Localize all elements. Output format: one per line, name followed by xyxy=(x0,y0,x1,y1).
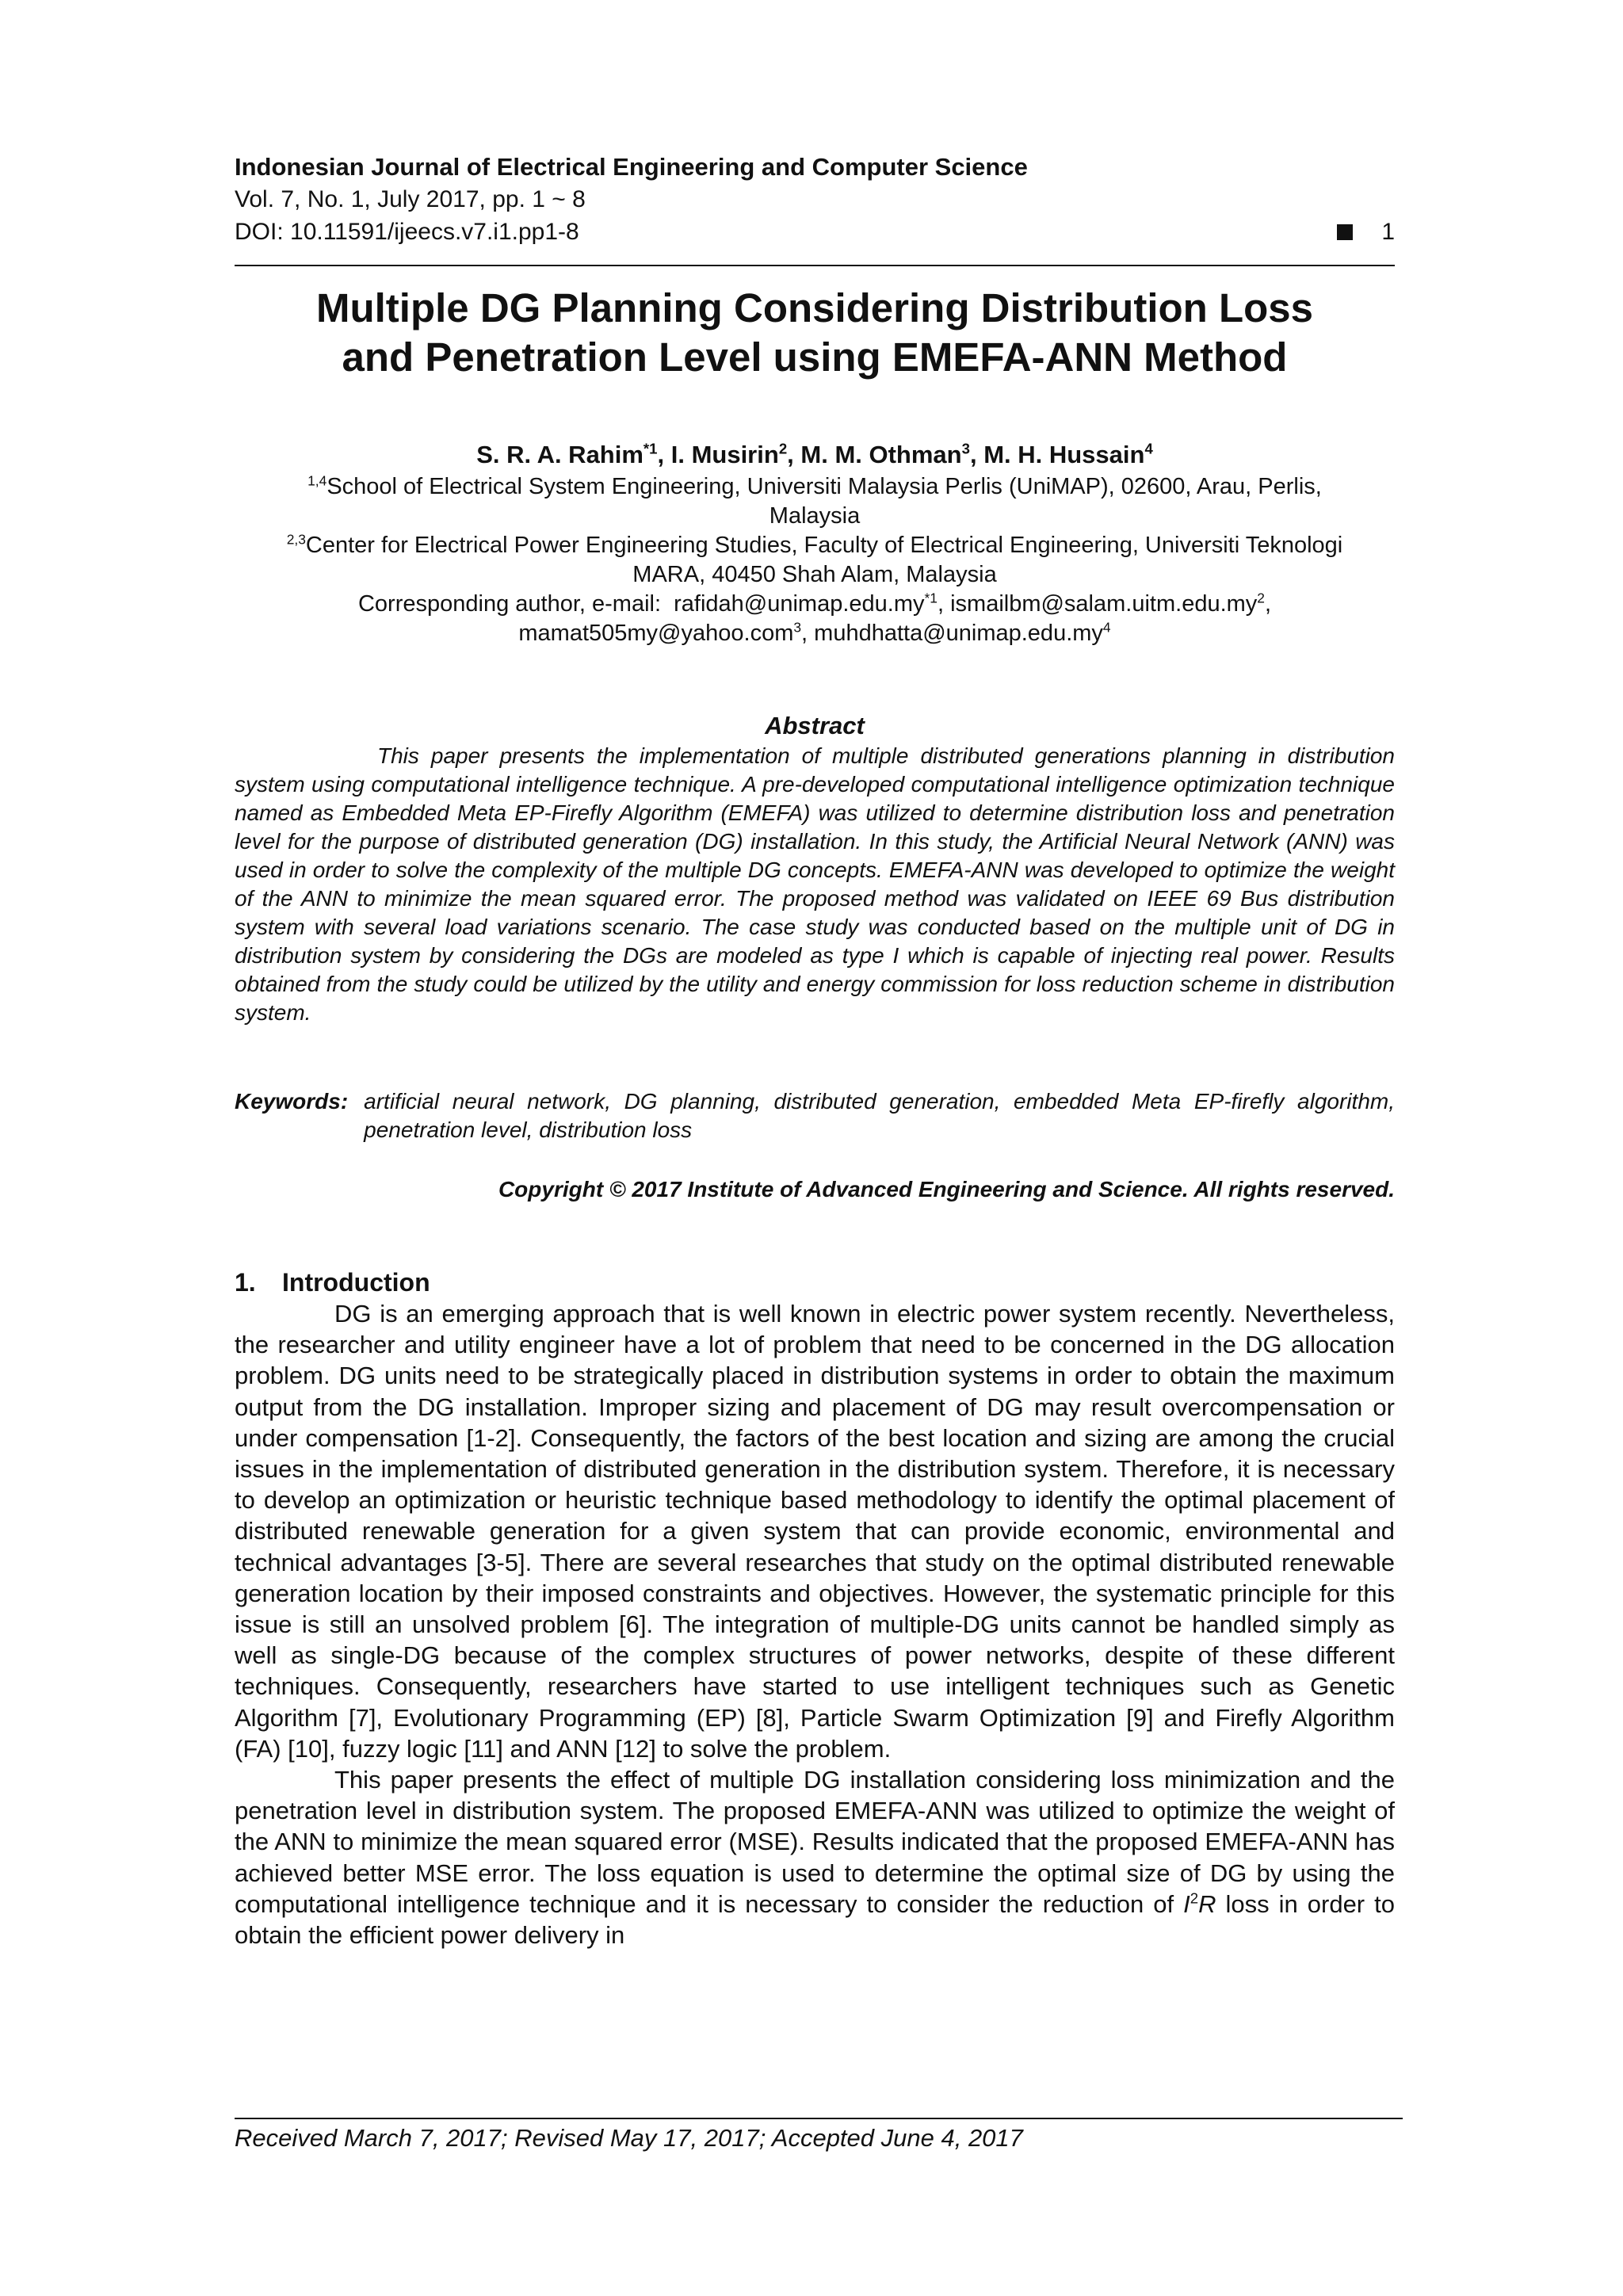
received-dates: Received March 7, 2017; Revised May 17, 2017; Accepted June 4, 2017 xyxy=(235,2124,1023,2152)
email-link[interactable]: rafidah@unimap.edu.my xyxy=(674,591,925,617)
affiliation-2 xyxy=(235,531,1395,590)
email-link[interactable]: muhdhatta@unimap.edu.my xyxy=(814,621,1103,646)
paragraph-text: This paper presents the effect of multiple DG installation considering loss minimization and the penetration level in distribution system. The proposed EMEFA-ANN was utilized to optimize the weight of the ANN to minimize the mean squared error (MSE). Results indicated that the proposed EMEFA-ANN has achieved better MSE error. The loss equation is used to determine the optimal size of DG by using the computational intelligence technique and it is necessary to consider the reduction of xyxy=(235,1766,1395,1918)
keywords xyxy=(235,1087,1395,1144)
section-title: Introduction xyxy=(282,1268,430,1297)
author-name: S. R. A. Rahim xyxy=(476,441,643,468)
email-link[interactable]: mamat505my@yahoo.com xyxy=(518,621,794,646)
footer-rule xyxy=(235,2118,1403,2119)
paragraph-text: loss in order to obtain the efficient power delivery in xyxy=(235,1889,1395,1950)
math-symbol: R xyxy=(1198,1889,1216,1918)
corresponding-author: Corresponding author, e-mail: $rafidah@unimap.edu.my^{*1}$, $ismailbm@salam.uitm.edu.my^2$, mamat505my@yahoo.com$^3$, $muhdhatta@unimap.edu.my^4$ xyxy=(357,590,1272,646)
volume-info: Vol. 7, No. 1, July 2017, pp. 1 ~ 8 xyxy=(235,186,586,212)
paragraph: DG is an emerging approach that is well known in electric power system recently. Nevertheless, the researcher and utility engineer have a lot of problem that need to be concerned in the DG allocation problem. DG units need to be strategically placed in distribution systems in order to obtain the maximum output from the DG installation. Improper sizing and placement of DG may result overcompensation or under compensation [1-2]. Consequently, the factors of the best location and sizing are among the crucial issues in the implementation of distributed generation in the distribution system. Therefore, it is necessary to develop an optimization or heuristic technique based methodology to identify the optimal placement of distributed renewable generation for a given system that can provide economic, environmental and technical advantages [3-5]. There are several researches that study on the optimal distributed renewable generation location by their imposed constraints and objectives. However, the systematic principle for this issue is still an unsolved problem [6]. The integration of multiple-DG units cannot be handled simply as well as single-DG because of the complex structures of power networks, despite of these different techniques. Consequently, researchers have started to use intelligent techniques such as Genetic Algorithm [7], Evolutionary Programming (EP) [8], Particle Swarm Optimization [9] and Firefly Algorithm (FA) [10], fuzzy logic [11] and ANN [12] to solve the problem. xyxy=(235,1300,1395,1763)
math-symbol: I xyxy=(1183,1889,1190,1918)
author-list: S. R. A. Rahim$^{*1}$, I. Musirin$^2$, M. M. Othman$^3$, M. H. Hussain$^4$ xyxy=(476,440,1153,468)
author-mark: 2 xyxy=(778,440,788,457)
abstract-heading: Abstract xyxy=(765,712,865,739)
copyright-notice: Copyright © 2017 Institute of Advanced Engineering and Science. All rights reserved. xyxy=(498,1177,1395,1201)
affiliation-line: Malaysia xyxy=(769,503,861,529)
author-name: M. M. Othman xyxy=(800,441,962,468)
journal-name: Indonesian Journal of Electrical Engineering and Computer Science xyxy=(235,153,1028,181)
author-name: M. H. Hussain xyxy=(983,441,1145,468)
email-link[interactable]: ismailbm@salam.uitm.edu.my xyxy=(950,591,1258,617)
paper-title xyxy=(235,284,1395,382)
abstract-text: This paper presents the implementation of multiple distributed generations planning in distribution system using computational intelligence technique. A pre-developed computational intelligence optimization technique named as Embedded Meta EP-Firefly Algorithm (EMEFA) was utilized to determine distribution loss and penetration level for the purpose of distributed generation (DG) installation. In this study, the Artificial Neural Network (ANN) was used in order to solve the complexity of the multiple DG concepts. EMEFA-ANN was developed to optimize the weight of the ANN to minimize the mean squared error. The proposed method was validated on IEEE 69 Bus distribution system with several load variations scenario. The case study was conducted based on the multiple unit of DG in distribution system by considering the DGs are modeled as type I which is capable of injecting real power. Results obtained from the study could be utilized by the utility and energy commission for loss reduction scheme in distribution system. xyxy=(235,743,1395,1025)
affiliation-line: Center for Electrical Power Engineering Studies, Faculty of Electrical Engineering, Universiti Teknologi xyxy=(305,533,1343,558)
email-mark: 4 xyxy=(1102,619,1111,636)
affiliation-mark: 2,3 xyxy=(286,531,306,548)
math-exponent: 2 xyxy=(1190,1889,1199,1907)
email-mark: *1 xyxy=(924,590,938,606)
section-number: 1. xyxy=(235,1268,256,1297)
page-number: 1 xyxy=(1381,219,1395,245)
keywords-label: Keywords: xyxy=(235,1089,349,1114)
affiliation-mark: 1,4 xyxy=(307,472,327,489)
affiliation-line: MARA, 40450 Shah Alam, Malaysia xyxy=(632,562,997,587)
keywords-text: artificial neural network, DG planning, distributed generation, embedded Meta EP-firefly algorithm, penetration level, distribution loss xyxy=(364,1089,1395,1142)
title-line-1: Multiple DG Planning Considering Distribution Loss xyxy=(316,285,1313,330)
affiliation-1 xyxy=(235,472,1395,531)
title-line-2: and Penetration Level using EMEFA-ANN Method xyxy=(342,334,1288,380)
author-mark: 3 xyxy=(961,440,970,457)
square-bullet-icon xyxy=(1337,224,1353,240)
author-name: I. Musirin xyxy=(670,441,779,468)
email-mark: 2 xyxy=(1257,590,1265,606)
header-rule xyxy=(235,265,1395,266)
author-mark: 4 xyxy=(1144,440,1153,457)
author-mark: *1 xyxy=(643,440,658,457)
paragraph xyxy=(235,1764,1395,1950)
page-number-block xyxy=(1337,219,1395,246)
section-heading xyxy=(235,1268,430,1297)
doi: DOI: 10.11591/ijeecs.v7.i1.pp1-8 xyxy=(235,219,579,245)
corresponding-prefix: Corresponding author, e-mail: xyxy=(357,591,674,617)
email-mark: 3 xyxy=(793,619,802,636)
introduction-body xyxy=(235,1298,1395,1950)
affiliation-line: School of Electrical System Engineering, Universiti Malaysia Perlis (UniMAP), 02600, Arau, Perlis, xyxy=(327,474,1322,499)
